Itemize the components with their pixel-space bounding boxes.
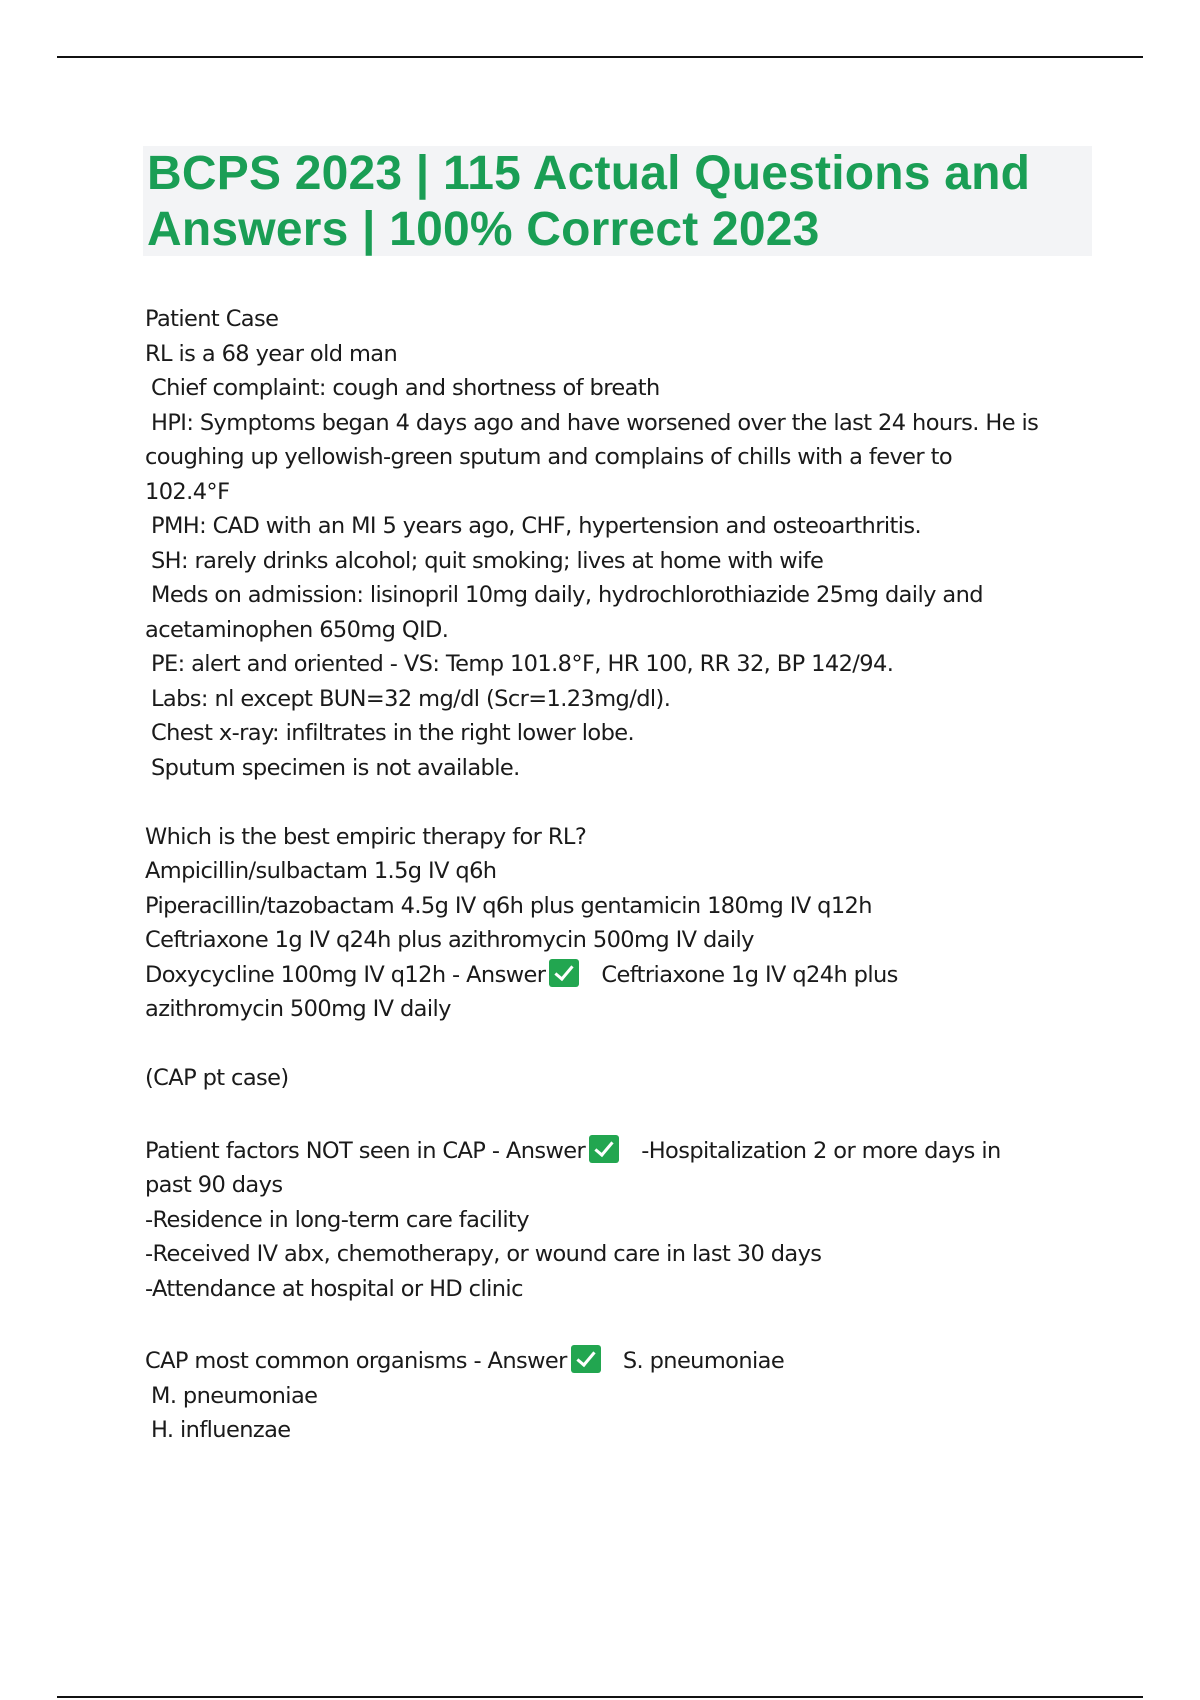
correct-answer: S. pneumoniae [622, 1348, 785, 1374]
document-title [143, 146, 1092, 256]
title-line-2: Answers | 100% Correct 2023 [147, 203, 820, 256]
answer-option: Ampicillin/sulbactam 1.5g IV q6h [145, 858, 497, 884]
answer-item: M. pneumoniae [151, 1382, 318, 1409]
spacer [145, 1027, 1095, 1062]
question-text: Patient factors NOT seen in CAP - Answer [145, 1137, 586, 1164]
case-line: PMH: CAD with an MI 5 years ago, CHF, hypertension and osteoarthritis. [151, 513, 922, 539]
answer-item: -Received IV abx, chemotherapy, or wound care in last 30 days [145, 1241, 822, 1267]
bottom-rule [57, 1696, 1143, 1698]
check-mark-icon [549, 959, 579, 987]
check-mark-icon [571, 1345, 601, 1373]
case-line: HPI: Symptoms began 4 days ago and have worsened over the last 24 hours. He is [151, 409, 1039, 436]
case-line: acetaminophen 650mg QID. [145, 616, 449, 643]
answer-item: H. influenzae [151, 1417, 291, 1443]
answer-option: Doxycycline 100mg IV q12h - Answer [145, 961, 546, 988]
answer-line [145, 1134, 1095, 1169]
case-line: Meds on admission: lisinopril 10mg daily, hydrochlorothiazide 25mg daily and [151, 582, 983, 608]
correct-answer-continued: past 90 days [145, 1172, 283, 1198]
answer-item: -Residence in long-term care facility [145, 1206, 529, 1233]
case-line: Labs: nl except BUN=32 mg/dl (Scr=1.23mg/dl). [151, 685, 671, 712]
answer-option: Piperacillin/tazobactam 4.5g IV q6h plus gentamicin 180mg IV q12h [145, 892, 872, 919]
correct-answer: Ceftriaxone 1g IV q24h plus [601, 961, 898, 988]
case-line: coughing up yellowish-green sputum and complains of chills with a fever to [145, 444, 952, 470]
answer-line [145, 1344, 1095, 1379]
case-line: Chief complaint: cough and shortness of breath [151, 375, 660, 401]
question-text: Which is the best empiric therapy for RL? [145, 823, 587, 850]
top-rule [57, 56, 1143, 58]
answer-option: Ceftriaxone 1g IV q24h plus azithromycin 500mg IV daily [145, 927, 754, 953]
question-text: CAP most common organisms - Answer [145, 1348, 567, 1374]
spacer [145, 1096, 1095, 1134]
case-line: Chest x-ray: infiltrates in the right lower lobe. [151, 720, 635, 746]
answer-item: -Attendance at hospital or HD clinic [145, 1275, 523, 1302]
spacer [145, 785, 1095, 820]
document-body [145, 302, 1095, 1448]
correct-answer: -Hospitalization 2 or more days in [641, 1137, 1001, 1164]
correct-answer-continued: azithromycin 500mg IV daily [145, 996, 451, 1022]
case-line: 102.4°F [145, 478, 230, 505]
case-note: (CAP pt case) [145, 1065, 289, 1091]
case-line: PE: alert and oriented - VS: Temp 101.8°F, HR 100, RR 32, BP 142/94. [151, 651, 894, 677]
check-mark-icon [589, 1135, 619, 1163]
case-line: RL is a 68 year old man [145, 340, 398, 367]
answer-line [145, 958, 1095, 993]
case-line: Sputum specimen is not available. [151, 754, 520, 781]
spacer [145, 1306, 1095, 1344]
case-heading: Patient Case [145, 306, 279, 332]
title-line-1: BCPS 2023 | 115 Actual Questions and [147, 147, 1031, 200]
case-line: SH: rarely drinks alcohol; quit smoking; lives at home with wife [151, 547, 824, 574]
